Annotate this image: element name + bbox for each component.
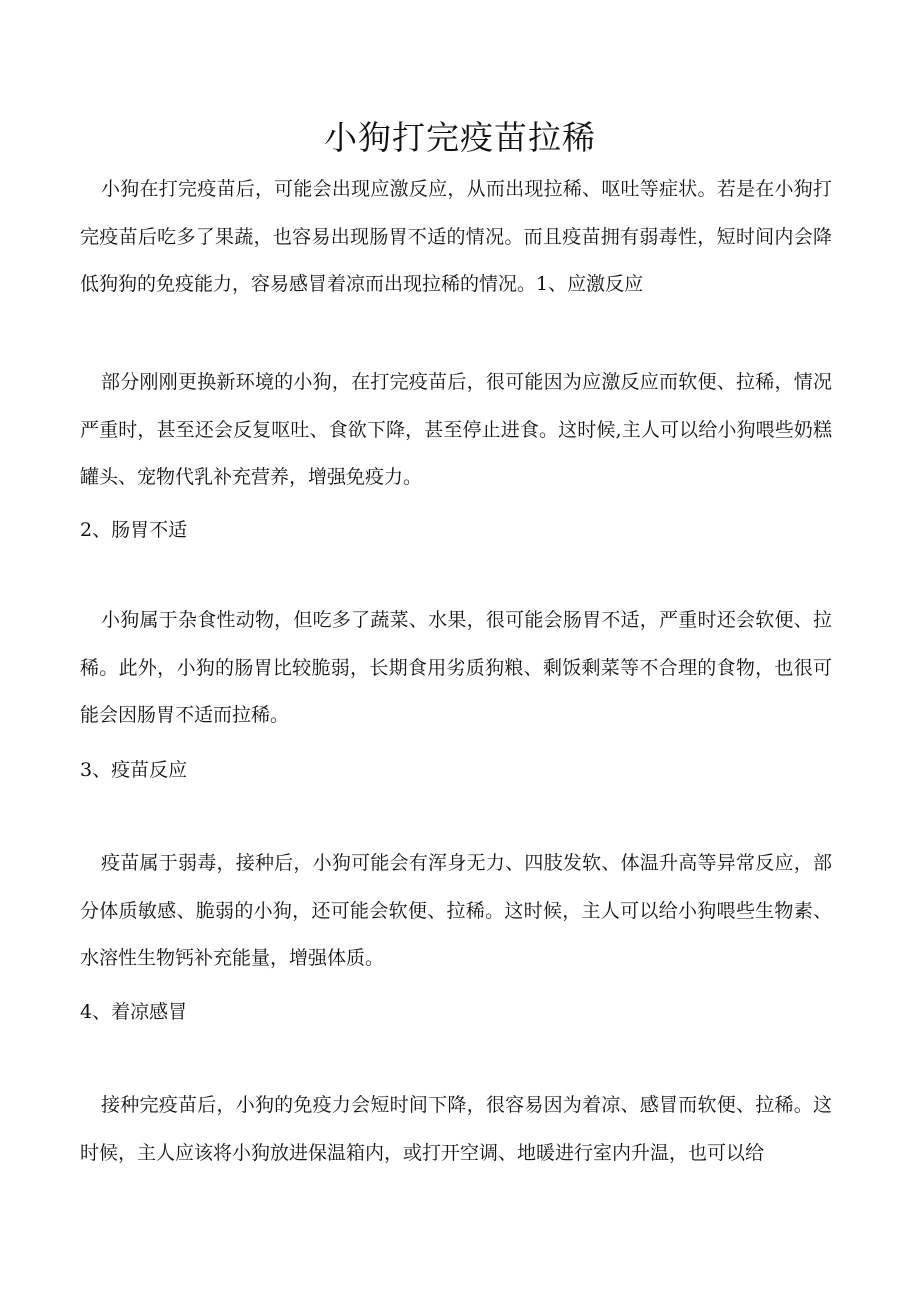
section1-body: 部分刚刚更换新环境的小狗，在打完疫苗后，很可能因为应激反应而软便、拉稀，情况严重时，甚至还会反复呕吐、食欲下降，甚至停止进食。这时候,主人可以给小狗喂些奶糕罐头、宠物代乳补充营养，增强免疫力。 [80,371,832,488]
section3-body: 疫苗属于弱毒，接种后，小狗可能会有浑身无力、四肢发软、体温升高等异常反应，部分体质敏感、脆弱的小狗，还可能会软便、拉稀。这时候，主人可以给小狗喂些生物素、水溶性生物钙补充能量，增强体质。 [80,852,832,969]
intro-paragraph: 小狗在打完疫苗后，可能会出现应激反应，从而出现拉稀、呕吐等症状。若是在小狗打完疫苗后吃多了果蔬，也容易出现肠胃不适的情况。而且疫苗拥有弱毒性，短时间内会降低狗狗的免疫能力，容易感冒着凉而出现拉稀的情况。1、应激反应 [80,178,832,295]
document-title: 小狗打完疫苗拉稀 [324,118,596,157]
section2-heading: 2、肠胃不适 [80,519,188,541]
section2-body: 小狗属于杂食性动物，但吃多了蔬菜、水果，很可能会肠胃不适，严重时还会软便、拉稀。此外，小狗的肠胃比较脆弱，长期食用劣质狗粮、剩饭剩菜等不合理的食物，也很可能会因肠胃不适而拉稀。 [80,609,832,726]
section3-heading: 3、疫苗反应 [80,759,188,781]
section4-heading: 4、着凉感冒 [80,1001,188,1023]
section4-body: 接种完疫苗后，小狗的免疫力会短时间下降，很容易因为着凉、感冒而软便、拉稀。这时候，主人应该将小狗放进保温箱内，或打开空调、地暖进行室内升温，也可以给 [80,1094,832,1164]
